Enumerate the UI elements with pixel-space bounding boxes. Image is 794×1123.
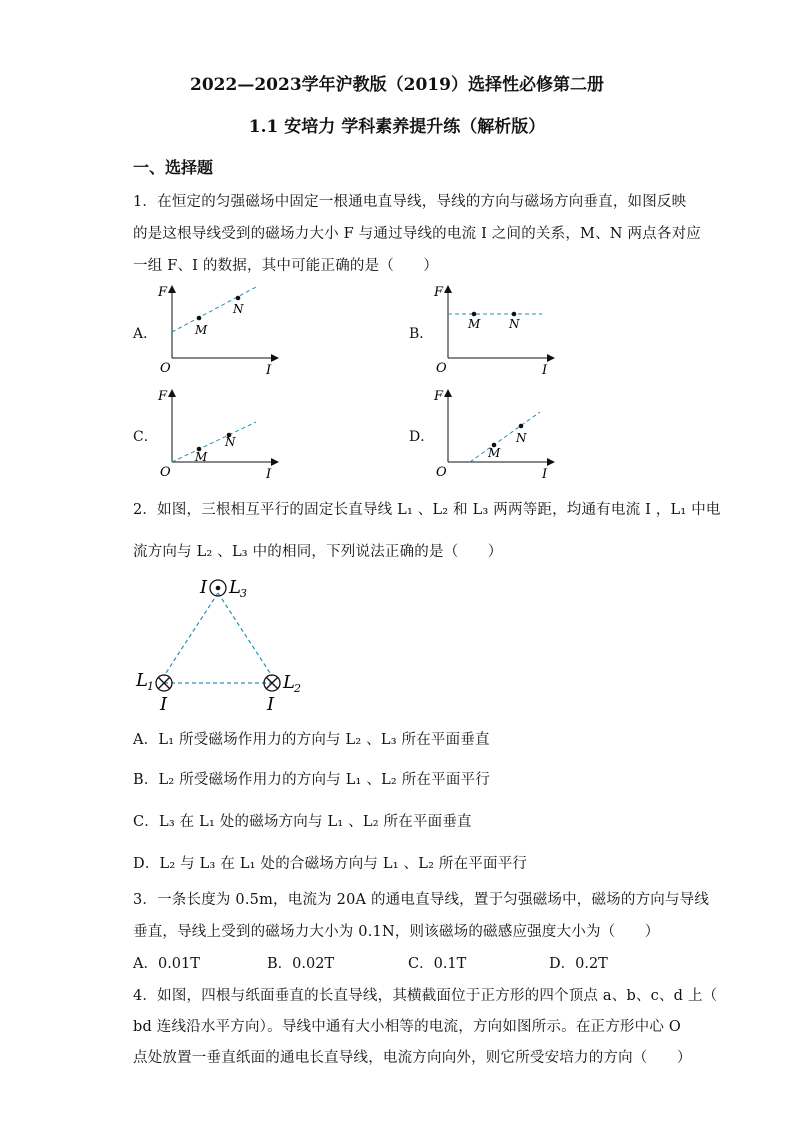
l2-sub: 2: [294, 682, 301, 695]
axis-f-label: F: [434, 389, 444, 404]
origin-label: O: [436, 465, 447, 480]
origin-label: O: [160, 465, 171, 480]
q1-line-1: 1．在恒定的匀强磁场中固定一根通电直导线，导线的方向与磁场方向垂直，如图反映: [133, 194, 687, 210]
q3-line-2: 垂直，导线上受到的磁场力大小为 0.1N，则该磁场的磁感应强度大小为（ ）: [133, 924, 660, 940]
point-m-label: M: [488, 446, 501, 460]
q1-graph-b: [426, 282, 566, 378]
axis-i-label: I: [542, 363, 548, 378]
q2-option-b: B．L₂ 所受磁场作用力的方向与 L₁ 、L₂ 所在平面平行: [133, 772, 490, 788]
q3-option-b: B．0.02T: [267, 956, 335, 972]
origin-label: O: [160, 361, 171, 376]
top-current-label: I: [200, 577, 208, 598]
q2-triangle-figure: [130, 568, 310, 716]
point-m-label: M: [195, 323, 208, 337]
point-n-label: N: [516, 431, 527, 445]
q1-line-3: 一组 F、I 的数据，其中可能正确的是（ ）: [133, 258, 439, 274]
q4-line-1: 4．如图，四根与纸面垂直的长直导线，其横截面位于正方形的四个顶点 a、b、c、d 上（: [133, 988, 718, 1004]
l1-sub: 1: [147, 680, 154, 693]
l3-label: L: [229, 577, 241, 598]
l3-sub: 3: [240, 587, 247, 600]
axis-i-label: I: [542, 467, 548, 482]
title-line-1: 2022—2023学年沪教版（2019）选择性必修第二册: [190, 75, 604, 95]
q4-line-3: 点处放置一垂直纸面的通电长直导线，电流方向向外，则它所受安培力的方向（ ）: [133, 1050, 692, 1066]
q3-line-1: 3．一条长度为 0.5m，电流为 20A 的通电直导线，置于匀强磁场中，磁场的方向与导线: [133, 892, 710, 908]
q2-option-c: C．L₃ 在 L₁ 处的磁场方向与 L₁ 、L₂ 所在平面垂直: [133, 814, 472, 830]
l2-label: L: [283, 672, 295, 693]
q2-option-d: D．L₂ 与 L₃ 在 L₁ 处的合磁场方向与 L₁ 、L₂ 所在平面平行: [133, 856, 528, 872]
q1-option-b-label: B．: [409, 326, 434, 342]
axis-i-label: I: [266, 467, 272, 482]
point-m-label: M: [468, 317, 481, 331]
q2-option-a: A．L₁ 所受磁场作用力的方向与 L₂ 、L₃ 所在平面垂直: [133, 732, 490, 748]
q1-graph-c: [150, 386, 290, 482]
origin-label: O: [436, 361, 447, 376]
q1-option-a-label: A．: [133, 326, 158, 342]
l1-label: L: [136, 670, 148, 691]
q1-graph-a: [150, 282, 290, 378]
axis-i-label: I: [266, 363, 272, 378]
q1-option-c-label: C．: [133, 429, 158, 445]
q2-line-1: 2．如图，三根相互平行的固定长直导线 L₁ 、L₂ 和 L₃ 两两等距，均通有电流 I ，L₁ 中电: [133, 502, 721, 518]
axis-f-label: F: [158, 285, 168, 300]
left-current-label: I: [160, 694, 168, 715]
axis-f-label: F: [434, 285, 444, 300]
section-heading: 一、选择题: [133, 158, 214, 177]
q4-line-2: bd 连线沿水平方向）。导线中通有大小相等的电流，方向如图所示。在正方形中心 O: [133, 1019, 681, 1035]
q1-option-d-label: D．: [409, 429, 435, 445]
q1-graph-d: [426, 386, 566, 482]
q3-option-d: D．0.2T: [549, 956, 608, 972]
point-m-label: M: [195, 450, 208, 464]
title-line-2: 1.1 安培力 学科素养提升练（解析版）: [248, 117, 546, 137]
q1-line-2: 的是这根导线受到的磁场力大小 F 与通过导线的电流 I 之间的关系，M、N 两点各对应: [133, 226, 701, 242]
right-current-label: I: [267, 694, 275, 715]
point-n-label: N: [509, 317, 520, 331]
q2-line-2: 流方向与 L₂ 、L₃ 中的相同，下列说法正确的是（ ）: [133, 544, 503, 560]
axis-f-label: F: [158, 389, 168, 404]
q3-option-c: C．0.1T: [408, 956, 467, 972]
point-n-label: N: [225, 435, 236, 449]
point-n-label: N: [233, 302, 244, 316]
q3-option-a: A．0.01T: [133, 956, 200, 972]
